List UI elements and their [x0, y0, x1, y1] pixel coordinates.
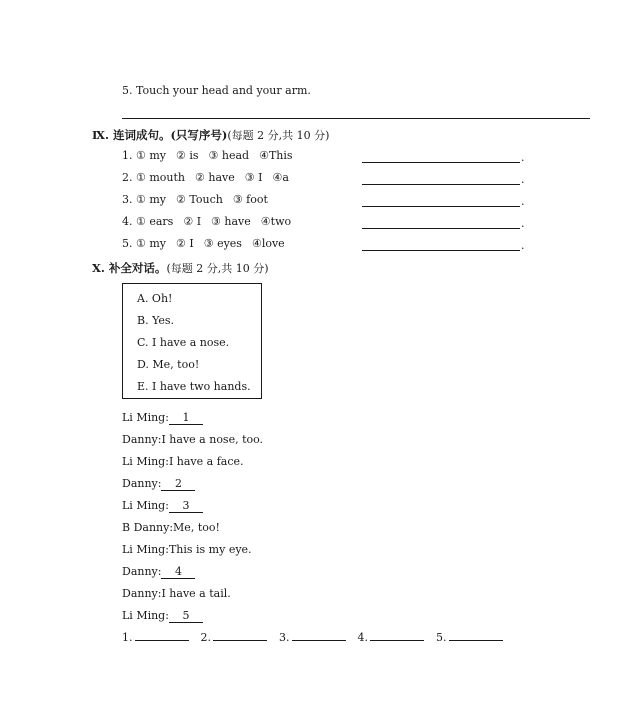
answer-blank[interactable] [213, 640, 267, 641]
answer-slot [358, 631, 425, 644]
dialogue-blank[interactable]: 1 [169, 412, 203, 425]
answer-blank[interactable] [370, 640, 424, 641]
previous-question-5: 5. Touch your head and your arm. [122, 84, 311, 97]
choice-b: B. Yes. [137, 314, 175, 327]
word-token: ② Touch [176, 193, 223, 206]
item-number: 5. [122, 237, 136, 250]
word-token: ① ears [136, 215, 174, 228]
dialogue-text: Me, too! [173, 521, 220, 534]
speaker-name: Li Ming: [122, 455, 169, 468]
answer-slot [279, 631, 346, 644]
dialogue-text: I have a tail. [161, 587, 231, 600]
word-token: ③ I [244, 171, 263, 184]
answer-blank[interactable] [292, 640, 346, 641]
answer-slot [436, 631, 503, 644]
reorder-item [122, 171, 299, 184]
dialogue-blank[interactable]: 5 [169, 610, 203, 623]
choice-a: A. Oh! [137, 292, 173, 305]
word-token: ② have [195, 171, 235, 184]
reorder-item [122, 237, 295, 250]
answer-line[interactable] [362, 184, 520, 185]
choice-box [122, 283, 262, 399]
answer-row [122, 631, 515, 644]
dialogue-line [122, 609, 203, 623]
word-token: ① my [136, 237, 167, 250]
speaker-name: Danny: [122, 477, 162, 490]
sentence-period: . [521, 173, 525, 186]
section-9-title: Ⅸ. 连词成句。(只写序号) [92, 128, 228, 142]
item-number: 4. [122, 215, 136, 228]
speaker-name: Danny: [122, 565, 162, 578]
dialogue-text: I have a nose, too. [161, 433, 264, 446]
dialogue-line [122, 543, 252, 556]
answer-line[interactable] [362, 250, 520, 251]
answer-number: 4. [357, 631, 368, 644]
answer-number: 2. [200, 631, 211, 644]
item-number: 3. [122, 193, 136, 206]
word-token: ③ head [208, 149, 250, 162]
reorder-item [122, 215, 301, 228]
answer-number: 3. [279, 631, 290, 644]
section-10-heading [92, 260, 269, 276]
answer-line[interactable] [362, 206, 520, 207]
dialogue-blank[interactable]: 3 [169, 500, 203, 513]
speaker-name: Li Ming: [122, 543, 169, 556]
choice-d: D. Me, too! [137, 358, 200, 371]
choice-e: E. I have two hands. [137, 380, 251, 393]
section-10-title: Ⅹ. 补全对话。 [92, 261, 167, 275]
speaker-name: Li Ming: [122, 499, 169, 512]
speaker-name: B Danny: [122, 521, 174, 534]
answer-line-q5 [122, 118, 590, 119]
section-9-note: (每题 2 分,共 10 分) [227, 129, 330, 142]
speaker-name: Li Ming: [122, 411, 169, 424]
answer-line[interactable] [362, 162, 520, 163]
section-10-note: (每题 2 分,共 10 分) [166, 262, 269, 275]
answer-blank[interactable] [135, 640, 189, 641]
sentence-period: . [521, 217, 525, 230]
dialogue-line [122, 565, 195, 579]
word-token: ④two [260, 215, 292, 228]
word-token: ③ eyes [203, 237, 242, 250]
dialogue-line [122, 433, 263, 446]
dialogue-text: I have a face. [168, 455, 244, 468]
dialogue-line [122, 411, 203, 425]
item-number: 2. [122, 171, 136, 184]
sentence-period: . [521, 195, 525, 208]
sentence-period: . [521, 239, 525, 252]
word-token: ③ foot [232, 193, 268, 206]
answer-line[interactable] [362, 228, 520, 229]
section-9-heading [92, 127, 329, 143]
answer-number: 5. [436, 631, 447, 644]
word-token: ① mouth [136, 171, 186, 184]
sentence-period: . [521, 151, 525, 164]
speaker-name: Li Ming: [122, 609, 169, 622]
answer-blank[interactable] [449, 640, 503, 641]
dialogue-line [122, 455, 244, 468]
dialogue-blank[interactable]: 4 [161, 566, 195, 579]
word-token: ① my [136, 149, 167, 162]
word-token: ② I [176, 237, 194, 250]
word-token: ④This [259, 149, 293, 162]
dialogue-line [122, 587, 231, 600]
dialogue-blank[interactable]: 2 [161, 478, 195, 491]
speaker-name: Danny: [122, 587, 162, 600]
word-token: ① my [136, 193, 167, 206]
answer-slot [201, 631, 268, 644]
speaker-name: Danny: [122, 433, 162, 446]
reorder-item [122, 193, 278, 206]
answer-number: 1. [122, 631, 133, 644]
item-number: 1. [122, 149, 136, 162]
dialogue-text: This is my eye. [168, 543, 252, 556]
word-token: ② I [183, 215, 202, 228]
word-token: ④love [251, 237, 285, 250]
dialogue-line [122, 499, 203, 513]
dialogue-line [122, 521, 220, 534]
word-token: ② is [176, 149, 199, 162]
answer-slot [122, 631, 189, 644]
dialogue-line [122, 477, 195, 491]
choice-c: C. I have a nose. [137, 336, 230, 349]
word-token: ④a [272, 171, 289, 184]
reorder-item [122, 149, 303, 162]
word-token: ③ have [211, 215, 251, 228]
